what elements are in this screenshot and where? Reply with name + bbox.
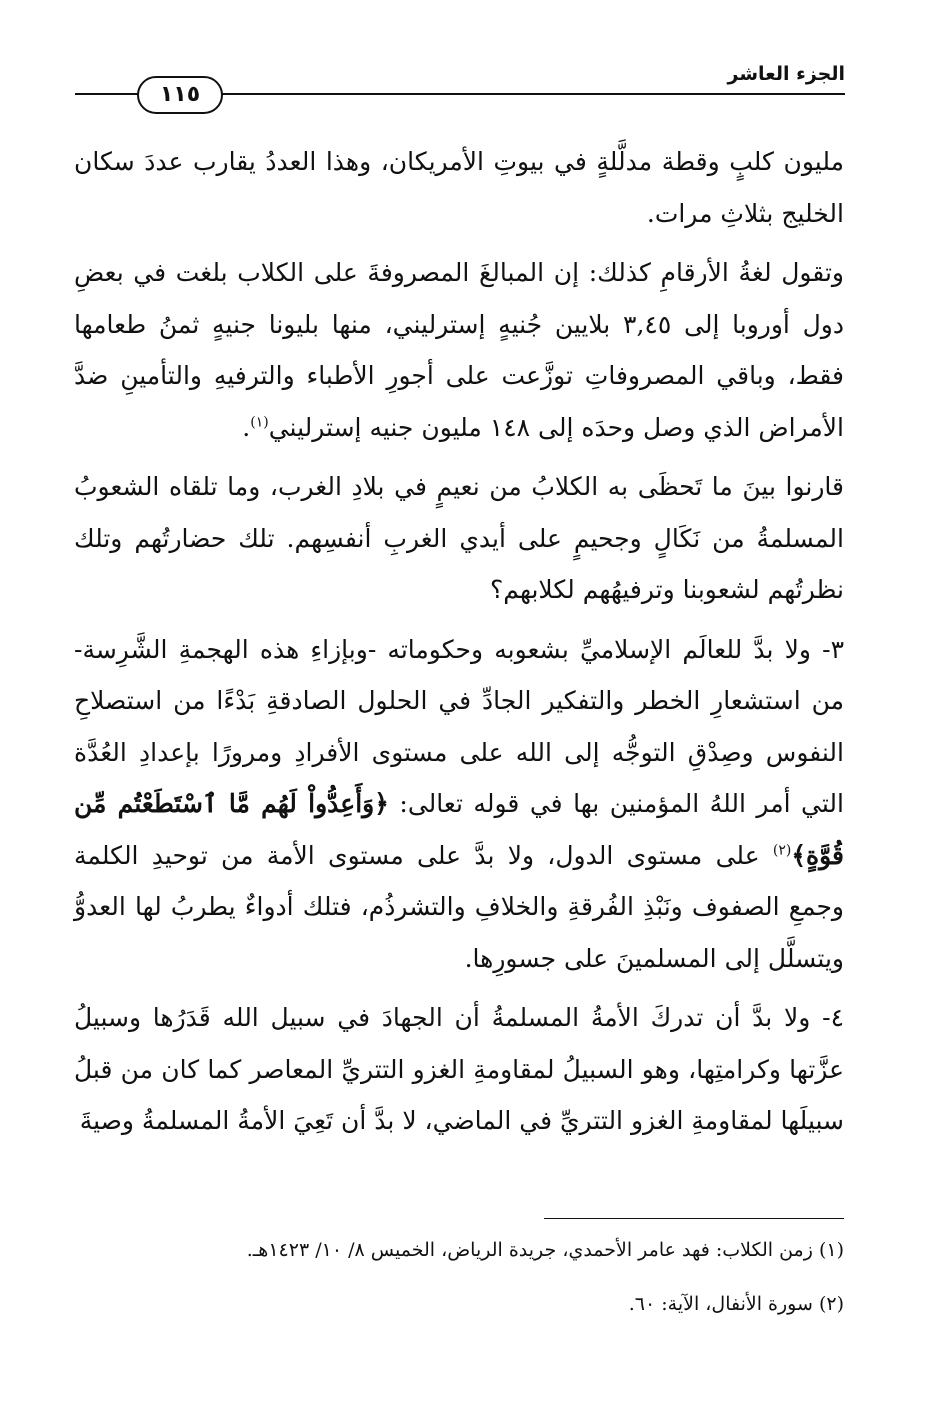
paragraph-5: ٤- ولا بدَّ أن تدركَ الأمةُ المسلمةُ أن الجهادَ في سبيل الله قَدَرُها وسبيلُ عزَّتها وكرامتِها، وهو السبيلُ لمقاومةِ الغزو التتريِّ المعاصر كما كان من قبلُ سبيلَها لمقاومةِ الغزو التتريِّ في الماضي، لا بدَّ أن تَعِيَ الأمةُ المسلمةُ وصيةَ [74,1003,844,1135]
body-text [74,136,844,1155]
footnote-ref-2[interactable]: (٢) [772,842,792,859]
paragraph-4-rest: على مستوى الدول، ولا بدَّ على مستوى الأمة من توحيدِ الكلمة وجمعِ الصفوف ونَبْذِ الفُرقةِ والخلافِ والتشرذُم، فتلك أدواءٌ يطربُ لها العدوُّ ويتسلَّل إلى المسلمينَ على جسورِها. [74,840,844,973]
footnote-ref-1[interactable]: (١) [250,414,269,431]
paragraph-4-text: ٣- ولا بدَّ للعالَم الإسلاميِّ بشعوبه وحكوماته -وبإزاءِ هذه الهجمةِ الشَّرِسة- من استشعارِ الخطر والتفكير الجادِّ في الحلول الصادقةِ بَدْءًا من استصلاحِ النفوس وصِدْقِ التوجُّه إلى الله على مستوى الأفرادِ ومرورًا بإعدادِ العُدَّة التي أمر اللهُ المؤمنين بها في قوله تعالى: [74,634,844,818]
quran-verse: ﴿وَأَعِدُّواْ لَهُم مَّا ٱسْتَطَعْتُم مِّن قُوَّةٍ﴾ [74,789,844,870]
footnote-2: (٢) سورة الأنفال، الآية: ٦٠. [628,1293,844,1315]
footnotes [74,1235,844,1343]
paragraph-2 [74,247,844,453]
footnote-separator [544,1218,844,1219]
running-head: الجزء العاشر [727,63,845,85]
page-header [75,55,845,125]
page-number: ١١٥ [137,76,223,114]
paragraph-2-text: وتقول لغةُ الأرقامِ كذلك: إن المبالغَ المصروفةَ على الكلاب بلغت في بعضِ دول أوروبا إلى ٣,٤٥ بلايين جُنيهٍ إسترليني، منها بليونا جنيهٍ ثمنُ طعامها فقط، وباقي المصروفاتِ توزَّعت على أجورِ الأطباء والترفيهِ والتأمينِ ضدَّ الأمراض الذي وصل وحدَه إلى ١٤٨ مليون جنيه إسترليني [74,258,844,442]
paragraph-2-end: . [242,412,251,442]
paragraph-4 [74,624,844,985]
paragraph-3: قارنوا بينَ ما تَحظَى به الكلابُ من نعيمٍ في بلادِ الغرب، وما تلقاه الشعوبُ المسلمةُ من نَكَالٍ وجحيمٍ على أيدي الغربِ أنفسِهم. تلك حضارتُهم وتلك نظرتُهم لشعوبنا وترفيهُهم لكلابهم؟ [74,472,844,604]
paragraph-1: مليون كلبٍ وقطة مدلَّلةٍ في بيوتِ الأمريكان، وهذا العددُ يقارب عددَ سكان الخليج بثلاثِ مرات. [74,147,844,228]
footnote-1: (١) زمن الكلاب: فهد عامر الأحمدي، جريدة الرياض، الخميس ٨/ ١٠/ ١٤٢٣هـ. [246,1239,844,1261]
